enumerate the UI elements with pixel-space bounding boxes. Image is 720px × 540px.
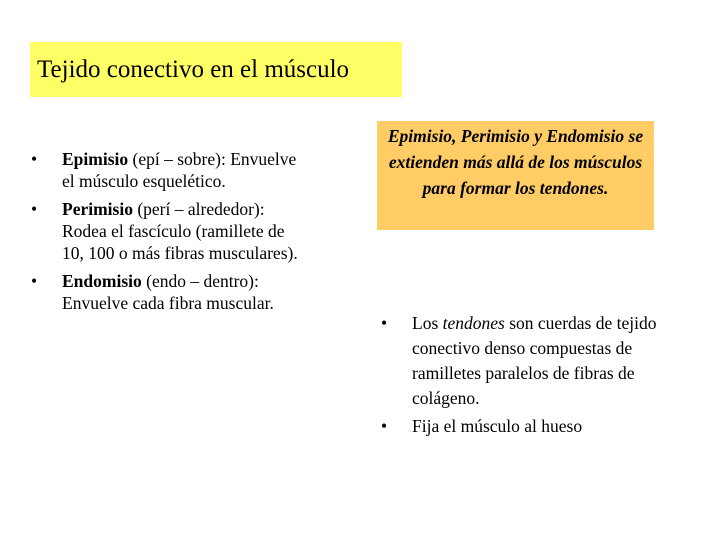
tendones-rest: son cuerdas de tejido conectivo denso compuestas de ramilletes paralelos de fibras de colágeno.: [412, 313, 657, 408]
bullet-icon: •: [381, 416, 388, 436]
desc-perimisio: (perí – alrededor): Rodea el fascículo (ramillete de 10, 100 o más fibras musculares).: [62, 199, 298, 263]
list-item-epimisio: [28, 148, 308, 192]
definitions-list: [28, 148, 308, 320]
desc-epimisio: (epí – sobre): Envuelve el músculo esquelético.: [62, 149, 297, 191]
fija-text: Fija el músculo al hueso: [412, 416, 583, 436]
list-item-perimisio: [28, 198, 308, 264]
desc-endomisio: (endo – dentro): Envuelve cada fibra muscular.: [62, 271, 274, 313]
term-perimisio: Perimisio: [62, 199, 133, 219]
bullet-icon: •: [31, 199, 38, 219]
list-item-endomisio: [28, 270, 308, 314]
term-epimisio: Epimisio: [62, 149, 129, 169]
tendons-list: [378, 311, 678, 442]
tendones-emphasis: tendones: [442, 313, 505, 333]
bullet-icon: •: [31, 149, 38, 169]
term-endomisio: Endomisio: [62, 271, 142, 291]
bullet-icon: •: [31, 271, 38, 291]
list-item-fija: [378, 414, 678, 439]
tendones-prefix: Los: [412, 313, 443, 333]
list-item-tendones: [378, 311, 678, 411]
slide-title-box: [30, 42, 402, 97]
slide-title: Tejido conectivo en el músculo: [37, 55, 350, 83]
callout-box: [377, 121, 654, 230]
callout-text: Epimisio, Perimisio y Endomisio se extienden más allá de los músculos para formar los tendones.: [387, 126, 644, 198]
bullet-icon: •: [381, 313, 388, 333]
